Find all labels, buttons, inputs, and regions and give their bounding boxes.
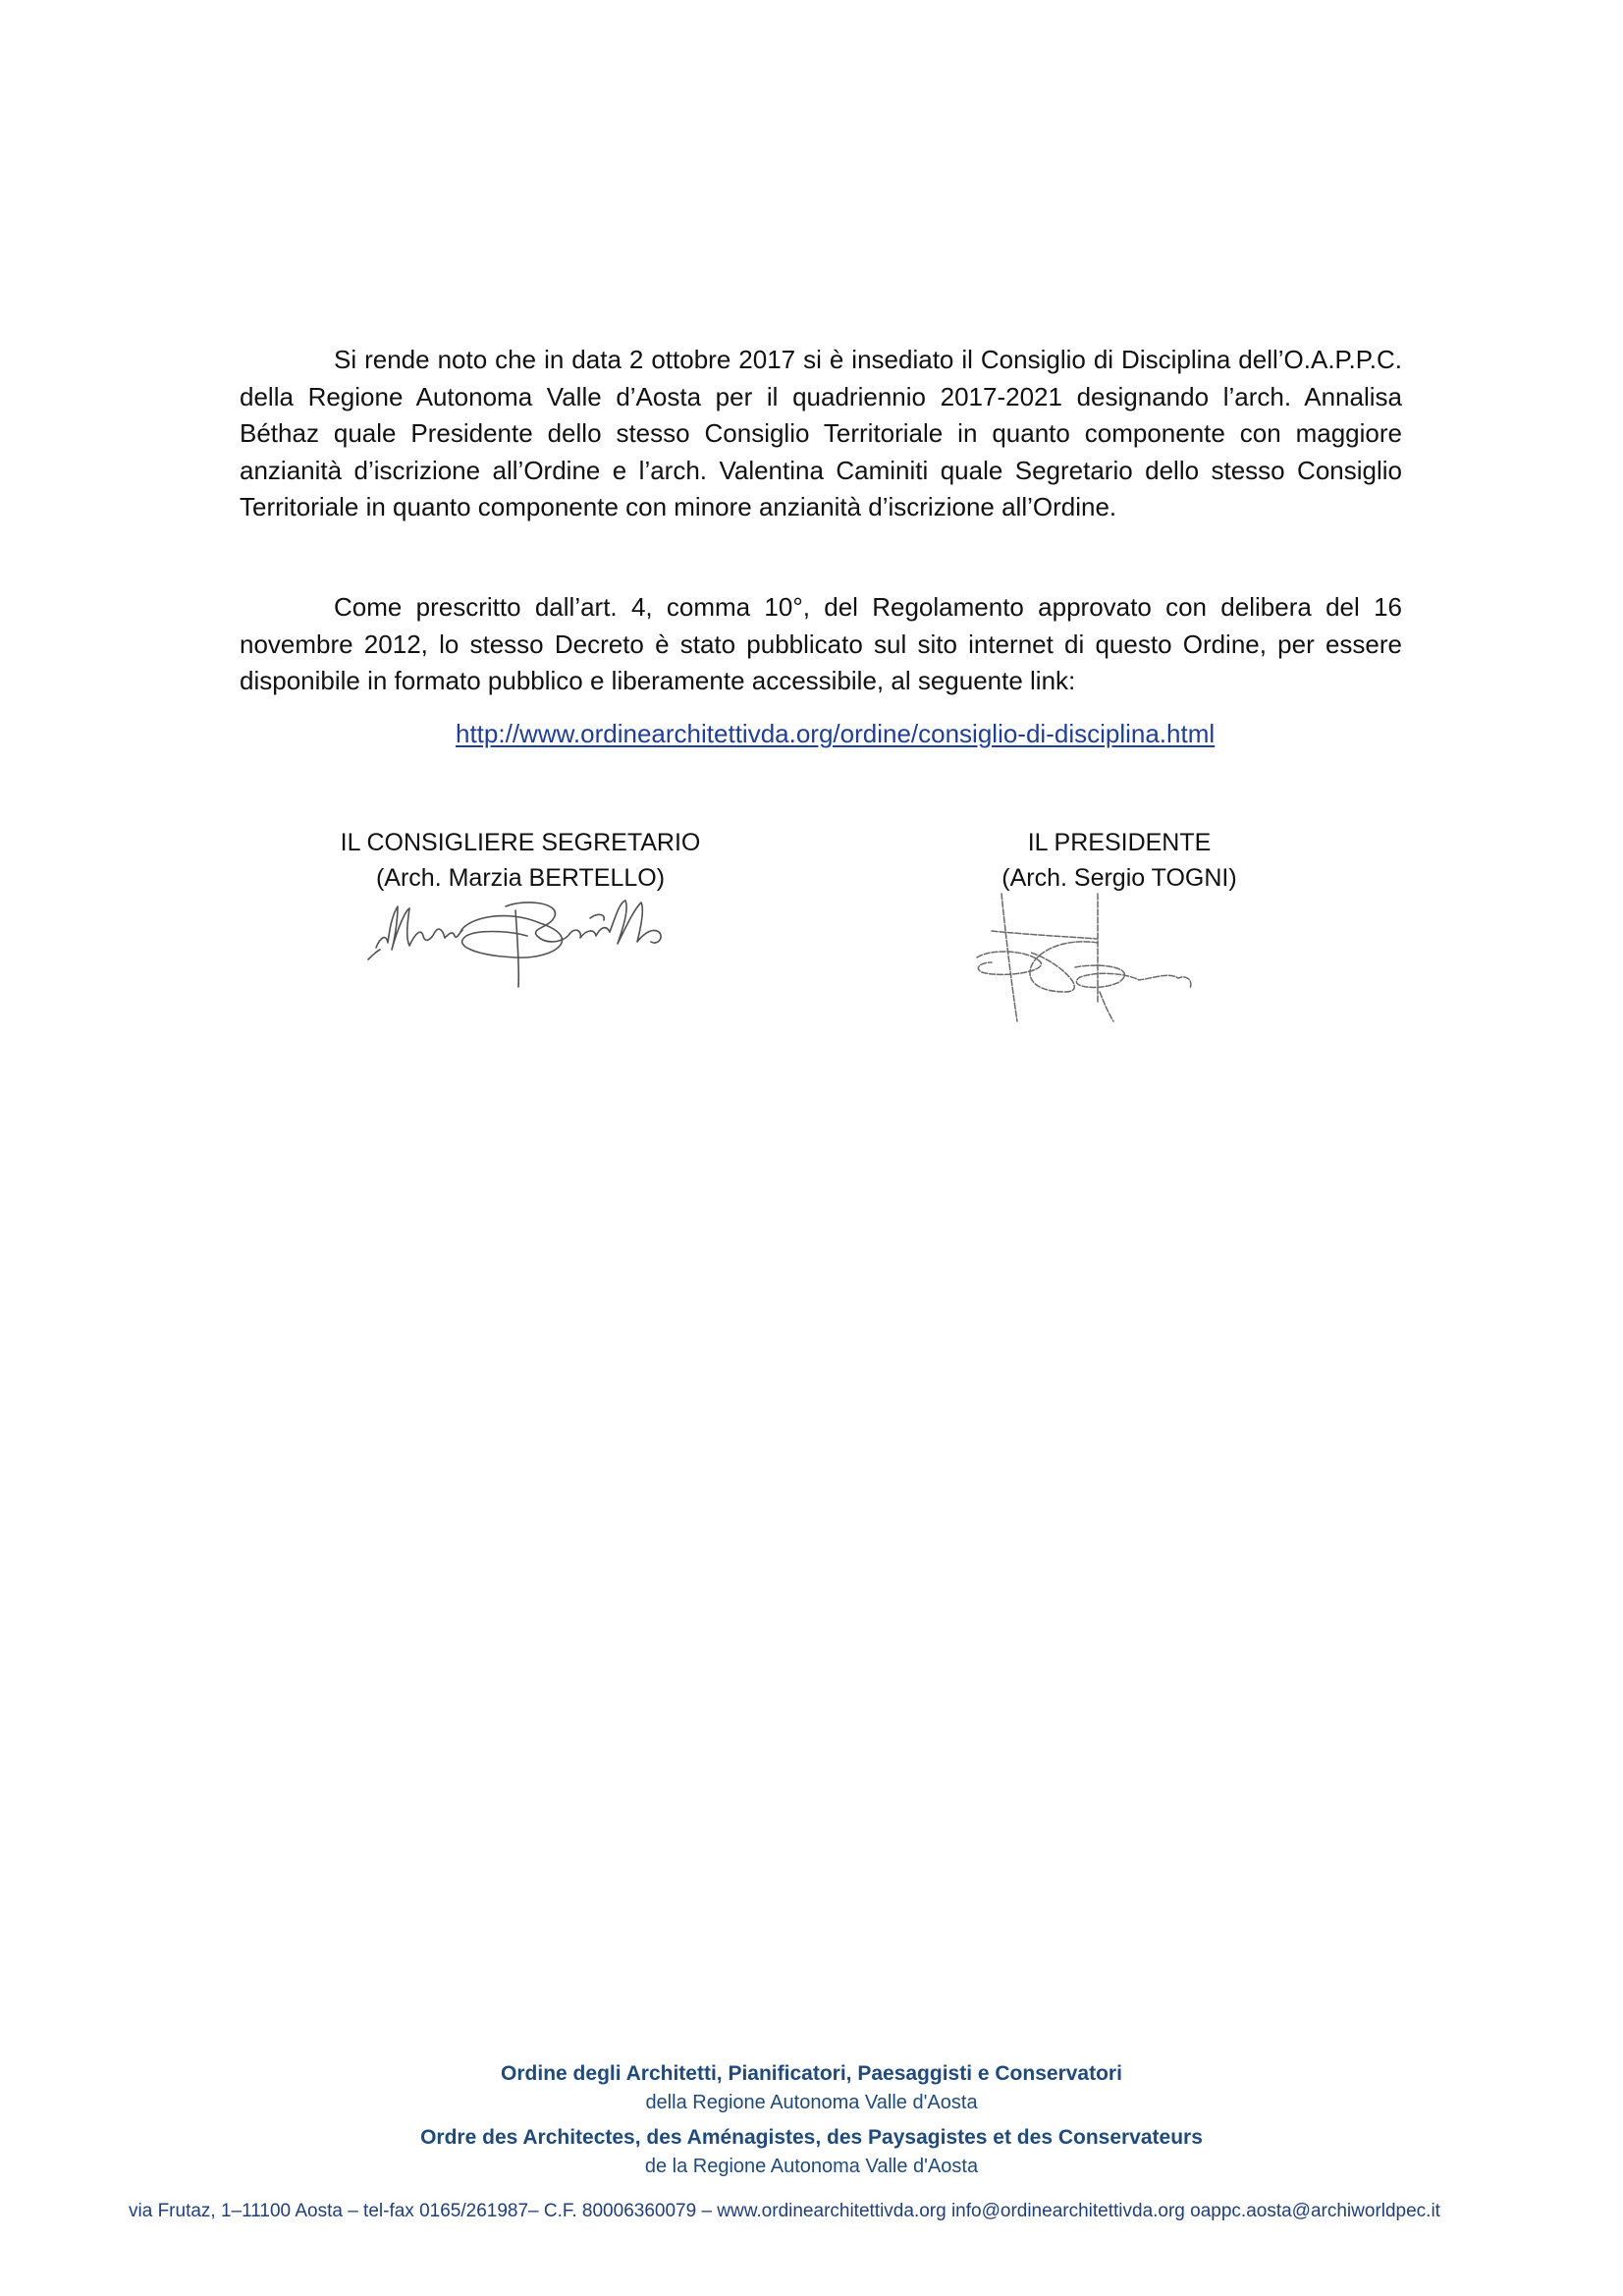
signature-block-secretary (334, 825, 707, 896)
handwritten-signature-icon (358, 889, 712, 997)
region-french: de la Regione Autonoma Valle d'Aosta (644, 2156, 979, 2177)
signatory-role: IL PRESIDENTE (1027, 829, 1212, 856)
org-name-french: Ordre des Architectes, des Aménagistes, des Paysagistes et des Conservateurs (420, 2126, 1203, 2149)
disciplinary-council-link[interactable]: http://www.ordinearchitettivda.org/ordine/consiglio-di-disciplina.html (456, 719, 1216, 748)
signatory-name: (Arch. Marzia BERTELLO) (375, 864, 666, 892)
paragraph-council-installation (240, 342, 1402, 526)
handwritten-signature-icon (972, 884, 1267, 1026)
contact-line: via Frutaz, 1–11100 Aosta – tel-fax 0165/261987– C.F. 80006360079 – www.ordinearchitettivda.org info@ordinearchitettivda.org oappc.aosta@archiworldpec.it (129, 2201, 1440, 2221)
org-name-italian: Ordine degli Architetti, Pianificatori, Paesaggisti e Conservatori (501, 2062, 1122, 2085)
region-italian: della Regione Autonoma Valle d'Aosta (645, 2092, 978, 2113)
paragraph-text: Si rende noto che in data 2 ottobre 2017 si è insediato il Consiglio di Disciplina dell’O.A.P.P.C. della Regione Autonoma Valle d’Aosta per il quadriennio 2017-2021 designando l’arch. Annalisa Béthaz quale Presidente dello stesso Consiglio Territoriale in quanto componente con maggiore anzianità d’iscrizione all’Ordine e l’arch. Valentina Caminiti quale Segretario dello stesso Consiglio Territoriale in quanto componente con minore anzianità d’iscrizione all’Ordine. (240, 345, 1402, 521)
paragraph-text: Come prescritto dall’art. 4, comma 10°, del Regolamento approvato con delibera del 16 novembre 2012, lo stesso Decreto è stato pubblicato sul sito internet di questo Ordine, per essere disponibile in formato pubblico e liberamente accessibile, al seguente link: (240, 592, 1402, 695)
signatory-name: (Arch. Sergio TOGNI) (1001, 864, 1237, 892)
signature-block-president (943, 825, 1296, 896)
letterhead-footer (0, 2060, 1623, 2221)
paragraph-publication-notice (240, 589, 1402, 700)
signatory-role: IL CONSIGLIERE SEGRETARIO (340, 829, 701, 856)
